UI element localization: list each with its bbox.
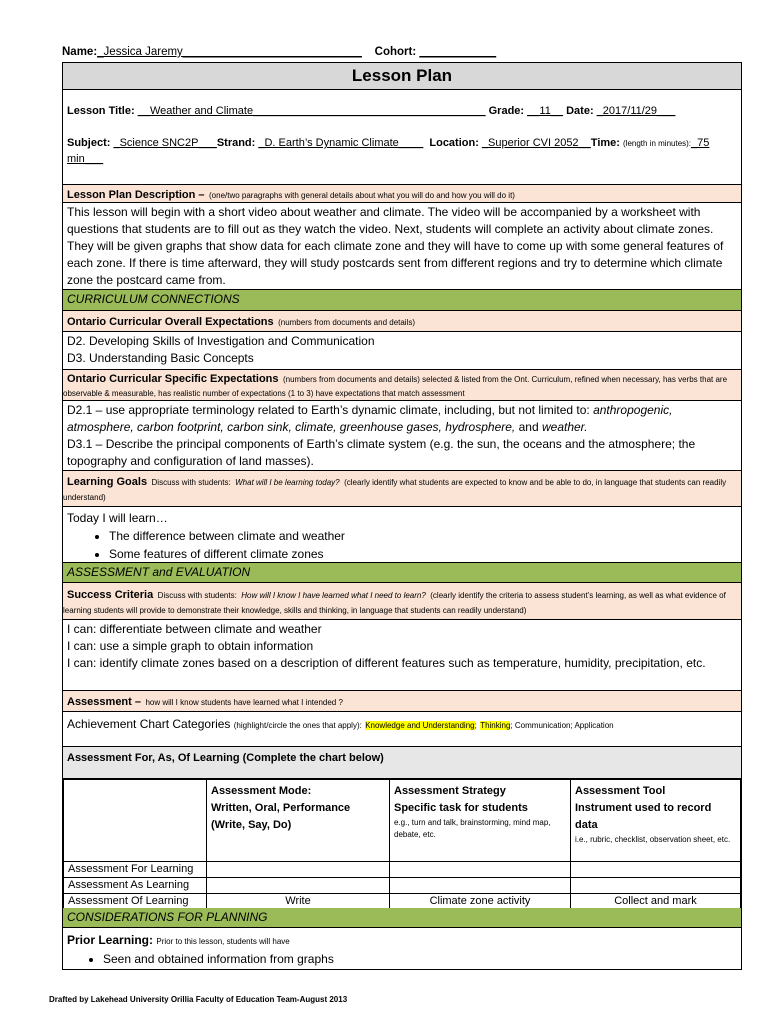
tool-sub: Instrument used to record data <box>575 802 712 831</box>
mode-title: Assessment Mode: <box>211 785 312 797</box>
prior-item: • Seen and obtained information from graphs <box>103 950 737 968</box>
strategy-sub: Specific task for students <box>394 802 528 814</box>
time-label: Time: <box>590 137 620 149</box>
prior-note: Prior to this lesson, students will have <box>156 937 290 946</box>
assessment-header <box>63 691 741 712</box>
specific-note: (numbers from documents and details) selected & listed from the Ont. Curriculum, refined when necessary, has verbs that are observable & measurable, has realistic number of expectations (1 to 3) have expectations that match assessment <box>63 375 728 398</box>
row-tool[interactable]: Collect and mark <box>571 894 741 910</box>
goal-item: • The difference between climate and weather <box>109 527 737 545</box>
prior-learning <box>63 928 741 969</box>
criteria-item: I can: use a simple graph to obtain information <box>67 639 314 653</box>
table-row <box>64 862 741 878</box>
achievement-note: (highlight/circle the ones that apply): <box>233 721 362 730</box>
goals-bullets <box>67 527 737 563</box>
table-header-row <box>64 780 741 862</box>
form-title: Lesson Plan <box>63 63 741 90</box>
overall-note: (numbers from documents and details) <box>278 318 416 327</box>
specific-d31: D3.1 – Describe the principal components of Earth’s climate system (e.g. the sun, the oceans and the atmosphere; the topography and configuration of land masses). <box>67 437 696 468</box>
strategy-examples: e.g., turn and talk, brainstorming, mind map, debate, etc. <box>394 818 551 839</box>
prior-label: Prior Learning: <box>67 933 154 947</box>
strand-label: Strand: <box>216 137 256 149</box>
criteria-label: Success Criteria <box>67 589 154 601</box>
overall-item: D2. Developing Skills of Investigation and Communication <box>67 334 375 348</box>
goals-list <box>63 507 741 563</box>
d21-last-term: weather. <box>541 420 588 434</box>
lesson-plan-form <box>62 62 742 970</box>
overall-item: D3. Understanding Basic Concepts <box>67 351 254 365</box>
header-tool <box>571 780 741 862</box>
afal-label: Assessment For, As, Of Learning (Complete the chart below) <box>67 752 384 764</box>
cohort-value: ____________ <box>419 46 497 58</box>
goals-detail: (clearly identify what students are expected to know and be able to do, in language that students can readily understand) <box>63 478 727 502</box>
achievement-row <box>63 712 741 747</box>
subject-value: _Science SNC2P___ <box>113 137 217 149</box>
date-value: _2017/11/29___ <box>596 105 676 117</box>
prior-header <box>67 932 737 950</box>
header-strategy <box>390 780 571 862</box>
curriculum-heading: CURRICULUM CONNECTIONS <box>63 290 741 311</box>
subject-line <box>67 137 709 149</box>
row-label: Assessment Of Learning <box>64 894 207 910</box>
criteria-detail: (clearly identify the criteria to assess student’s learning, as well as what evidence of learning students will provide to demonstrate their knowledge, skills and thinking, in language that students can readily understand) <box>63 591 726 615</box>
strand-value: _D. Earth’s Dynamic Climate____ <box>258 137 424 149</box>
table-row <box>64 878 741 894</box>
prior-bullets <box>67 950 737 968</box>
specific-list <box>63 401 741 471</box>
assessment-label: Assessment – <box>67 696 141 708</box>
overall-list <box>63 332 741 370</box>
date-label: Date: <box>566 105 594 117</box>
tool-title: Assessment Tool <box>575 785 666 797</box>
row-label: Assessment As Learning <box>64 878 207 894</box>
lesson-title-label: Lesson Title: <box>67 105 135 117</box>
name-value: _Jessica Jaremy____________________________ <box>97 46 362 58</box>
grade-label: Grade: <box>488 105 525 117</box>
afal-header <box>63 747 741 779</box>
d21-terms: anthropogenic, atmosphere, carbon footprint, carbon sink, climate, greenhouse gases, hydrosphere, <box>67 403 673 434</box>
description-header <box>63 185 741 203</box>
goals-note: Discuss with students: <box>151 478 231 487</box>
d21-text: D2.1 – use appropriate terminology related to Earth’s dynamic climate, including, but not limited to: <box>67 403 590 417</box>
tool-examples: i.e., rubric, checklist, observation sheet, etc. <box>575 835 731 844</box>
category-separator: ; <box>474 721 477 730</box>
name-label: Name: <box>62 46 98 58</box>
row-tool[interactable] <box>571 862 741 878</box>
criteria-list <box>63 620 741 691</box>
assessment-note: how will I know students have learned what I intended ? <box>145 698 343 707</box>
location-label: Location: <box>429 137 479 149</box>
description-text: This lesson will begin with a short video about weather and climate. The video will be accompanied by a worksheet with questions that students are to fill out as they watch the video. Next, students will complete an activity about climate zones. They will be given graphs that show data for each climate zone and they will have to come up with some general features of each zone. If there is time afterward, they will study postcards sent from different regions and try to determine which climate zone the postcard came from. <box>63 203 741 290</box>
overall-label: Ontario Curricular Overall Expectations <box>67 316 274 328</box>
criteria-question: How will I know I have learned what I need to learn? <box>241 591 426 600</box>
location-value: _Superior CVI 2052__ <box>481 137 591 149</box>
description-note: (one/two paragraphs with general details about what you will do and how you will do it) <box>209 191 515 200</box>
row-strategy[interactable] <box>390 878 571 894</box>
goal-item: • Some features of different climate zones <box>109 545 737 563</box>
grade-value: __11__ <box>527 105 564 117</box>
strategy-title: Assessment Strategy <box>394 785 506 797</box>
row-strategy[interactable]: Climate zone activity <box>390 894 571 910</box>
specific-d21 <box>67 402 737 436</box>
row-tool[interactable] <box>571 878 741 894</box>
subject-label: Subject: <box>67 137 111 149</box>
row-mode[interactable]: Write <box>207 894 390 910</box>
category-others[interactable]: ; Communication; Application <box>510 721 614 730</box>
header-mode <box>207 780 390 862</box>
achievement-label: Achievement Chart Categories <box>67 717 231 731</box>
lesson-title-line <box>67 105 675 117</box>
goals-label: Learning Goals <box>67 476 148 488</box>
mode-sub: Written, Oral, Performance (Write, Say, Do) <box>211 802 351 831</box>
criteria-note: Discuss with students: <box>157 591 237 600</box>
header-blank <box>64 780 207 862</box>
row-label: Assessment For Learning <box>64 862 207 878</box>
d21-and: and <box>518 420 539 434</box>
description-label: Lesson Plan Description – <box>67 189 205 201</box>
criteria-header <box>63 583 741 620</box>
criteria-item: I can: differentiate between climate and weather <box>67 622 322 636</box>
planning-heading: CONSIDERATIONS FOR PLANNING <box>63 908 741 928</box>
time-note: (length in minutes): <box>623 139 692 148</box>
lesson-title-value: __Weather and Climate______________________________________ <box>137 105 486 117</box>
criteria-item: I can: identify climate zones based on a description of different features such as temperature, humidity, precipitation, etc. <box>67 656 706 670</box>
name-cohort-line <box>62 46 496 58</box>
goals-question: What will I be learning today? <box>235 478 340 487</box>
cohort-label: Cohort: <box>374 46 417 58</box>
goals-header <box>63 471 741 507</box>
time-value: _75 <box>691 137 710 149</box>
time-continued: min___ <box>67 153 104 165</box>
footer-credit: Drafted by Lakehead University Orillia Faculty of Education Team-August 2013 <box>49 995 348 1004</box>
specific-label: Ontario Curricular Specific Expectations <box>67 373 279 385</box>
category-thinking[interactable]: Thinking <box>480 721 511 730</box>
row-mode[interactable] <box>207 862 390 878</box>
lesson-info <box>63 90 741 185</box>
row-mode[interactable] <box>207 878 390 894</box>
overall-header <box>63 311 741 332</box>
category-knowledge[interactable]: Knowledge and Understanding <box>365 721 475 730</box>
specific-header <box>63 370 741 401</box>
goals-intro: Today I will learn… <box>67 511 168 525</box>
row-strategy[interactable] <box>390 862 571 878</box>
assessment-table <box>63 779 741 910</box>
assessment-heading: ASSESSMENT and EVALUATION <box>63 563 741 583</box>
